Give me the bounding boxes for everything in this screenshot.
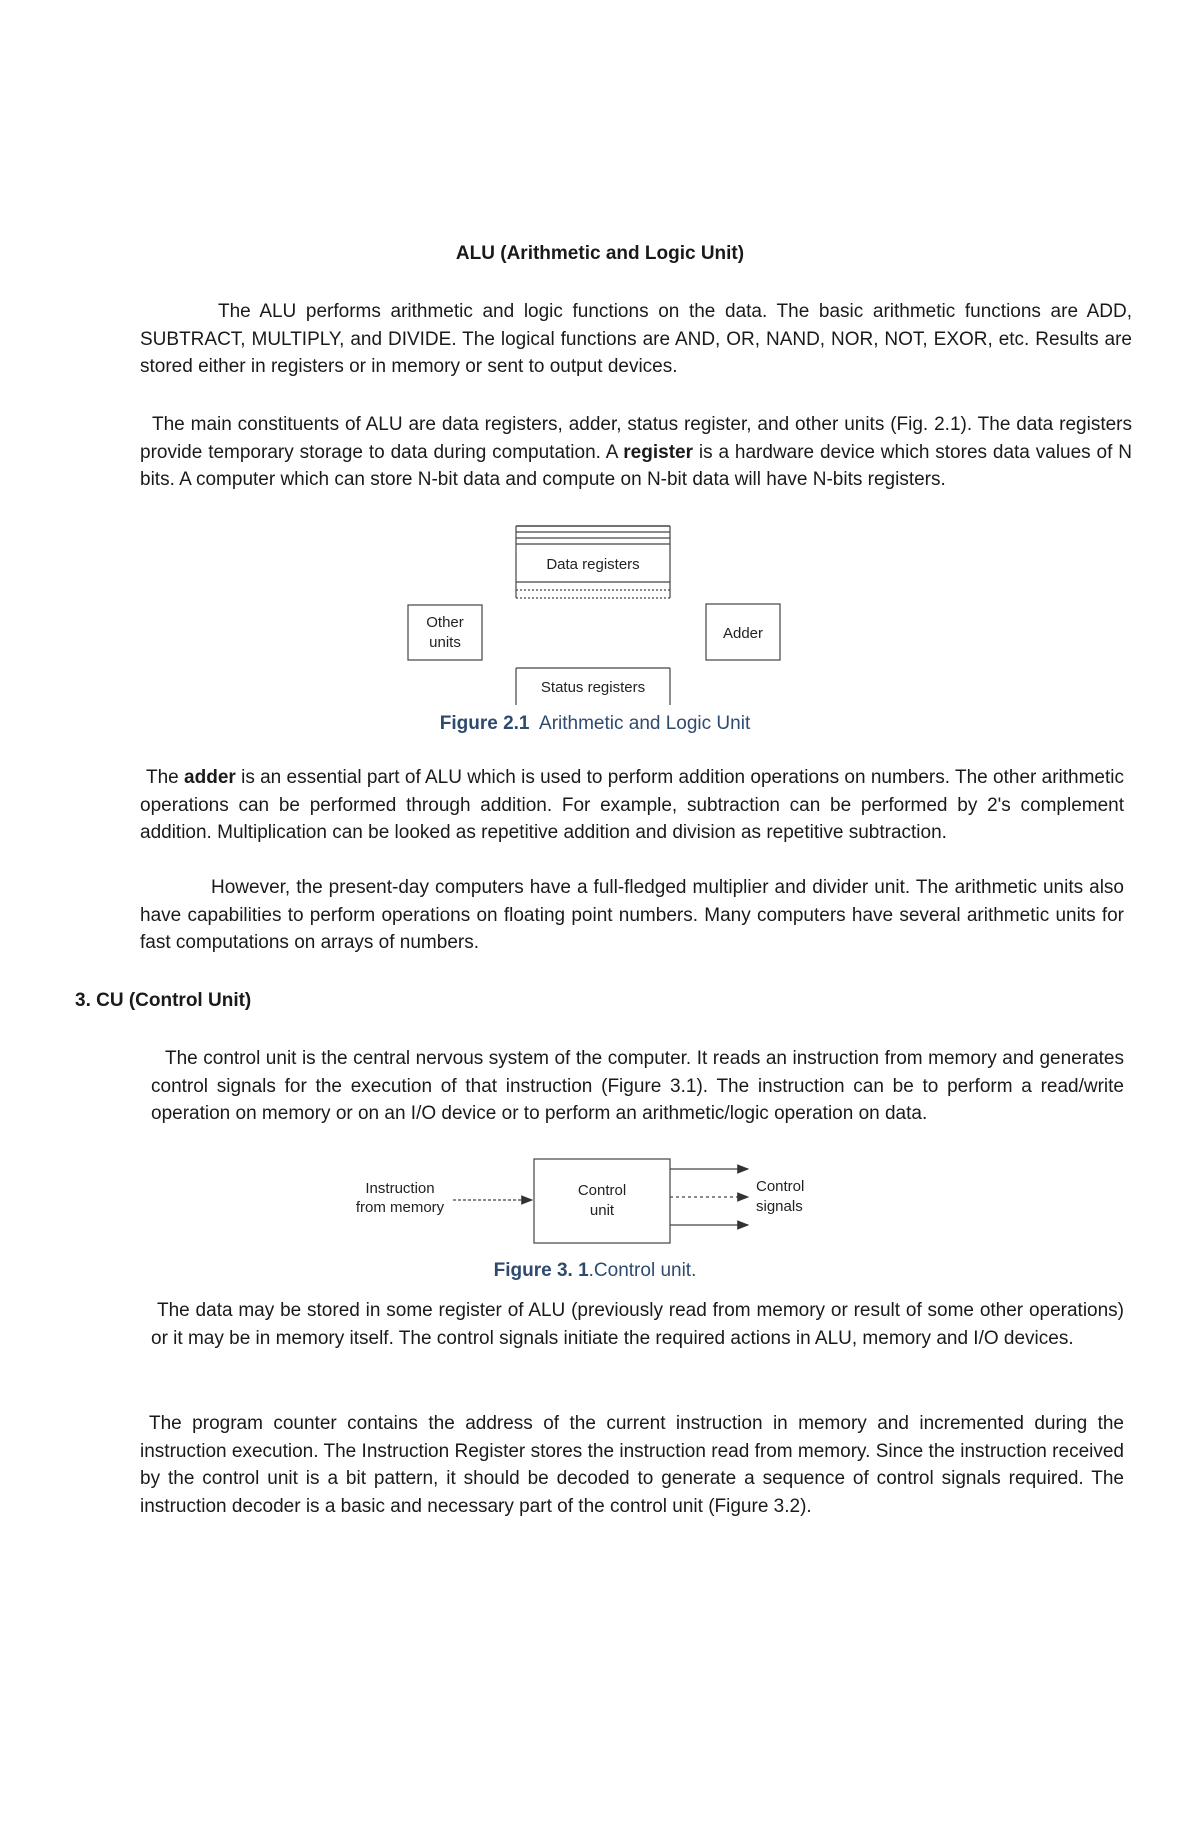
alu-paragraph-2-start: The main constituents of ALU are data registers, adder, status register, and other units (Fig. 2.1). The data registers provide temporary storage to data during computation. A xyxy=(140,414,1132,463)
control-unit-box xyxy=(534,1159,670,1243)
control-signals-label-line1: Control xyxy=(756,1178,805,1195)
figure-3-1-label: Figure 3. 1 xyxy=(493,1260,589,1281)
cu-paragraph-1: The control unit is the central nervous system of the computer. It reads an instruction from memory and generates control signals for the execution of that instruction (Figure 3.1). The instruction can be to perform a read/write operation on memory or on an I/O device or to perform an arithmetic/logic operation on data. xyxy=(151,1048,1124,1124)
data-registers-label: Data registers xyxy=(546,556,640,573)
alu-paragraph-1: The ALU performs arithmetic and logic functions on the data. The basic arithmetic functions are ADD, SUBTRACT, MULTIPLY, and DIVIDE. The logical functions are AND, OR, NAND, NOR, NOT, EXOR, etc. Results are stored either in registers or in memory or sent to output devices. xyxy=(140,301,1132,377)
alu-paragraph-3-start: The xyxy=(146,767,185,788)
register-term: register xyxy=(623,441,693,463)
figure-2-1-caption xyxy=(0,713,1190,735)
instruction-label-line2: from memory xyxy=(355,1199,445,1216)
control-unit-diagram xyxy=(340,1155,820,1255)
figure-2-1-text: Arithmetic and Logic Unit xyxy=(539,713,751,734)
adder-term: adder xyxy=(184,767,236,788)
alu-paragraph-4: However, the present-day computers have a full-fledged multiplier and divider unit. The arithmetic units also have capabilities to perform operations on floating point numbers. Many computers have several arithmetic units for fast computations on arrays of numbers. xyxy=(140,877,1124,953)
instruction-label-line1: Instruction xyxy=(365,1180,435,1197)
figure-2-1-label: Figure 2.1 xyxy=(439,713,530,734)
status-registers-label: Status registers xyxy=(540,679,646,696)
control-unit-label-line2: unit xyxy=(589,1202,615,1219)
cu-paragraph-3: The program counter contains the address of the current instruction in memory and incremented during the instruction execution. The Instruction Register stores the instruction read from memory. Since the instruction received by the control unit is a bit pattern, it should be decoded to generate a sequence of control signals required. The instruction decoder is a basic and necessary part of the control unit (Figure 3.2). xyxy=(140,1413,1124,1517)
cu-heading: 3. CU (Control Unit) xyxy=(75,990,252,1011)
control-signals-label-line2: signals xyxy=(756,1198,803,1215)
figure-3-1-text: .Control unit. xyxy=(588,1260,697,1281)
cu-paragraph-2: The data may be stored in some register of ALU (previously read from memory or result of some other operations) or it may be in memory itself. The control signals initiate the required actions in ALU, memory and I/O devices. xyxy=(151,1300,1124,1349)
alu-diagram xyxy=(400,520,800,710)
alu-title: ALU (Arithmetic and Logic Unit) xyxy=(455,243,745,264)
adder-label: Adder xyxy=(722,625,764,642)
alu-paragraph-2 xyxy=(140,411,1132,494)
alu-paragraph-3-end: is an essential part of ALU which is used to perform addition operations on numbers. The other arithmetic operations can be performed through addition. For example, subtraction can be performed by 2's complement addition. Multiplication can be looked as repetitive addition and division as repetitive subtraction. xyxy=(140,767,1124,843)
alu-paragraph-2-end: is a hardware device which stores data values of N bits. A computer which can store N-bit data and compute on N-bit data will have N-bits registers. xyxy=(140,441,1133,490)
other-units-label-line1: Other xyxy=(426,614,464,631)
control-unit-label-line1: Control xyxy=(577,1182,627,1199)
alu-paragraph-3 xyxy=(140,764,1124,847)
other-units-label-line2: units xyxy=(429,634,461,651)
figure-3-1-caption xyxy=(0,1260,1190,1282)
